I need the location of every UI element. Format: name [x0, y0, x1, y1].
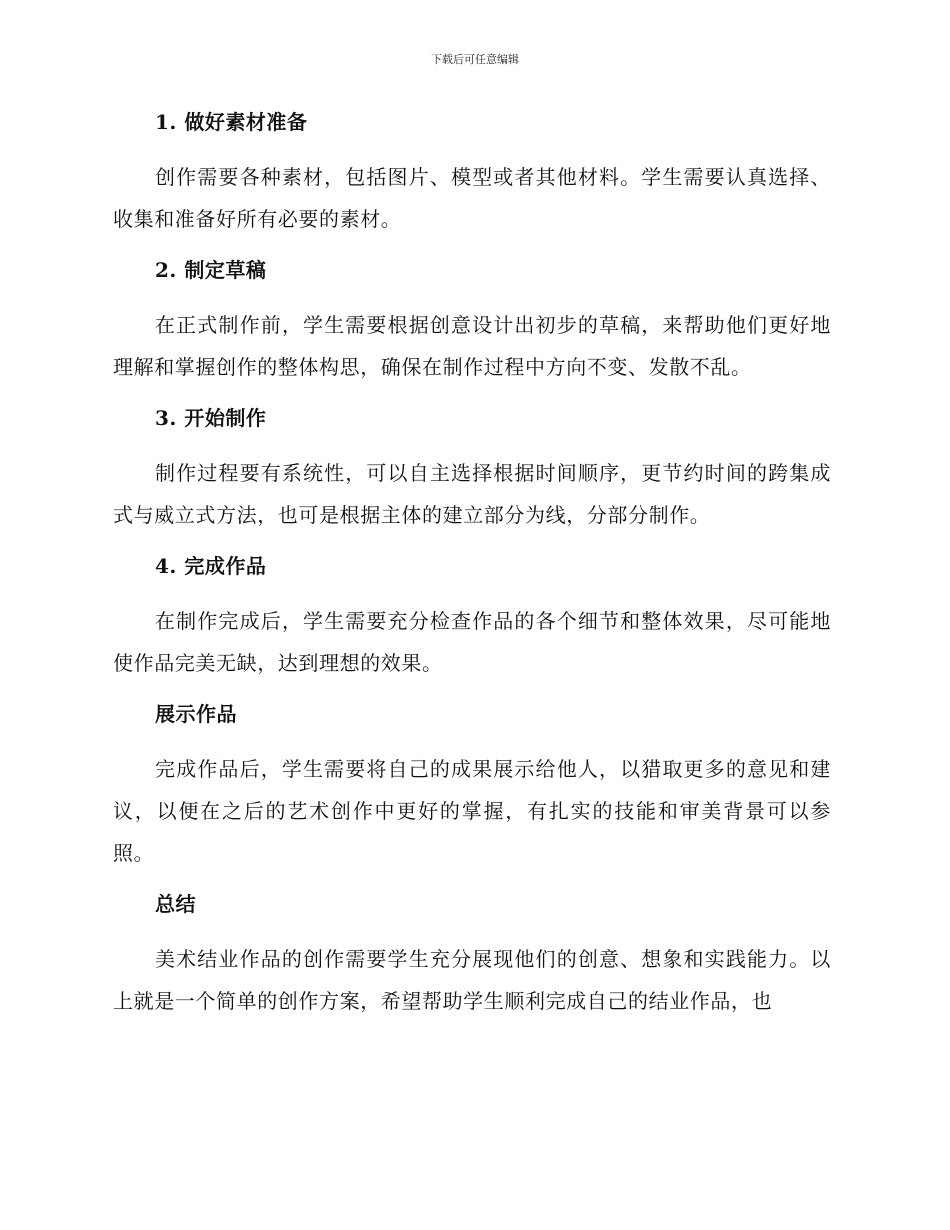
section-body-draft: 在正式制作前，学生需要根据创意设计出初步的草稿，来帮助他们更好地理解和掌握创作的整体构思，确保在制作过程中方向不变、发散不乱。: [113, 313, 831, 379]
section-heading-exhibition: 展示作品: [155, 702, 237, 726]
document-body: [113, 108, 831, 1022]
section-heading-completion: 4. 完成作品: [155, 554, 267, 578]
page-header: 下载后可任意编辑: [431, 53, 519, 66]
section-body-exhibition: 完成作品后，学生需要将自己的成果展示给他人，以猎取更多的意见和建议，以便在之后的艺术创作中更好的掌握，有扎实的技能和审美背景可以参照。: [113, 757, 831, 865]
section-body-materials: 创作需要各种素材，包括图片、模型或者其他材料。学生需要认真选择、收集和准备好所有必要的素材。: [113, 165, 831, 231]
section-body-production: 制作过程要有系统性，可以自主选择根据时间顺序，更节约时间的跨集成式与威立式方法，也可是根据主体的建立部分为线，分部分制作。: [113, 461, 831, 527]
section-heading-materials: 1. 做好素材准备: [155, 110, 308, 134]
section-body-completion: 在制作完成后，学生需要充分检查作品的各个细节和整体效果，尽可能地使作品完美无缺，达到理想的效果。: [113, 609, 831, 675]
section-heading-production: 3. 开始制作: [155, 406, 267, 430]
section-heading-summary: 总结: [155, 892, 196, 916]
section-heading-draft: 2. 制定草稿: [155, 258, 267, 282]
section-body-summary: 美术结业作品的创作需要学生充分展现他们的创意、想象和实践能力。以上就是一个简单的创作方案，希望帮助学生顺利完成自己的结业作品，也: [113, 947, 831, 1013]
